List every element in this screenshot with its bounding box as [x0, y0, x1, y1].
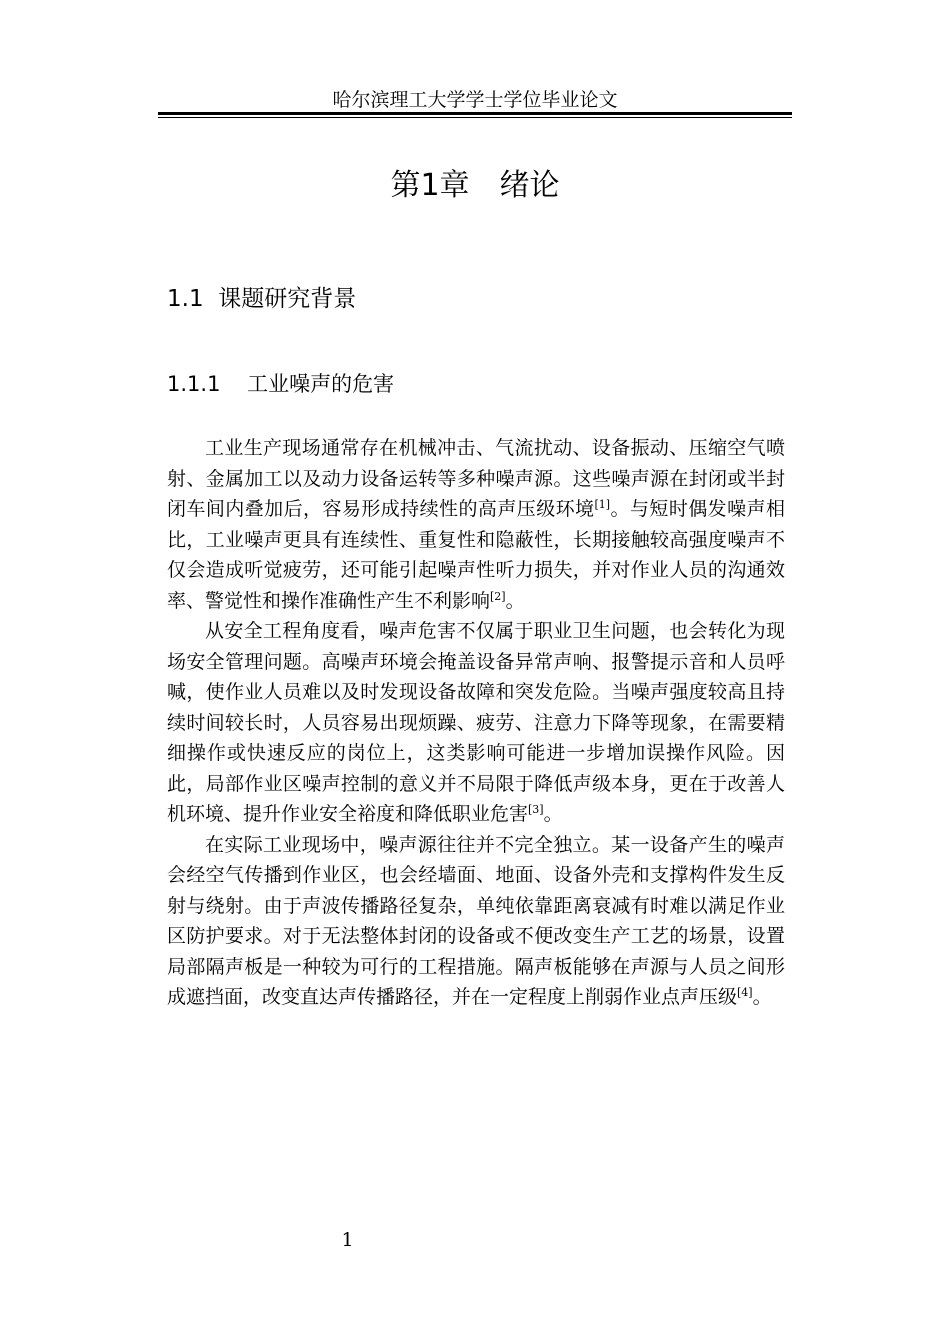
page-number: 1 [341, 1229, 354, 1251]
subsection-heading: 1.1.1 工业噪声的危害 [167, 372, 395, 396]
paragraph-text: 。 [543, 803, 563, 825]
paragraph-1 [167, 433, 785, 616]
citation-ref: [4] [737, 986, 753, 999]
citation-ref: [3] [528, 803, 544, 816]
header-rule-thin [158, 117, 792, 118]
paragraph-2 [167, 616, 785, 830]
header-rule-thick [158, 112, 792, 115]
running-header: 哈尔滨理工大学学士学位毕业论文 [332, 89, 618, 111]
paragraph-3 [167, 830, 785, 1013]
paragraph-text: 。 [505, 589, 525, 612]
paragraph-text: 工业生产现场通常存在机械冲击、气流扰动、设备振动、压缩空气喷射、金属加工以及动力设备运转等多种噪声源。这些噪声源在封闭或半封闭车间内叠加后，容易形成持续性的高声压级环境 [167, 437, 785, 520]
chapter-title: 第1章 绪论 [390, 168, 560, 203]
section-heading: 1.1 课题研究背景 [167, 286, 357, 312]
paragraph-text: 在实际工业现场中，噪声源往往并不完全独立。某一设备产生的噪声会经空气传播到作业区，也会经墙面、地面、设备外壳和支撑构件发生反射与绕射。由于声波传播路径复杂，单纯依靠距离衰减有时难以满足作业区防护要求。对于无法整体封闭的设备或不便改变生产工艺的场景，设置局部隔声板是一种较为可行的工程措施。隔声板能够在声源与人员之间形成遮挡面，改变直达声传播路径，并在一定程度上削弱作业点声压级 [167, 833, 785, 1008]
paragraph-text: 。 [752, 986, 772, 1008]
citation-ref: [2] [490, 589, 506, 603]
paragraph-text: 。与短时偶发噪声相比，工业噪声更具有连续性、重复性和隐蔽性，长期接触较高强度噪声不仅会造成听觉疲劳，还可能引起噪声性听力损失，并对作业人员的沟通效率、警觉性和操作准确性产生不利影响 [167, 498, 785, 612]
body-text [167, 433, 785, 1013]
paragraph-text: 从安全工程角度看，噪声危害不仅属于职业卫生问题，也会转化为现场安全管理问题。高噪声环境会掩盖设备异常声响、报警提示音和人员呼喊，使作业人员难以及时发现设备故障和突发危险。当噪声强度较高且持续时间较长时，人员容易出现烦躁、疲劳、注意力下降等现象，在需要精细操作或快速反应的岗位上，这类影响可能进一步增加误操作风险。因此，局部作业区噪声控制的意义并不局限于降低声级本身，更在于改善人机环境、提升作业安全裕度和降低职业危害 [167, 620, 785, 825]
citation-ref: [1] [594, 498, 611, 511]
